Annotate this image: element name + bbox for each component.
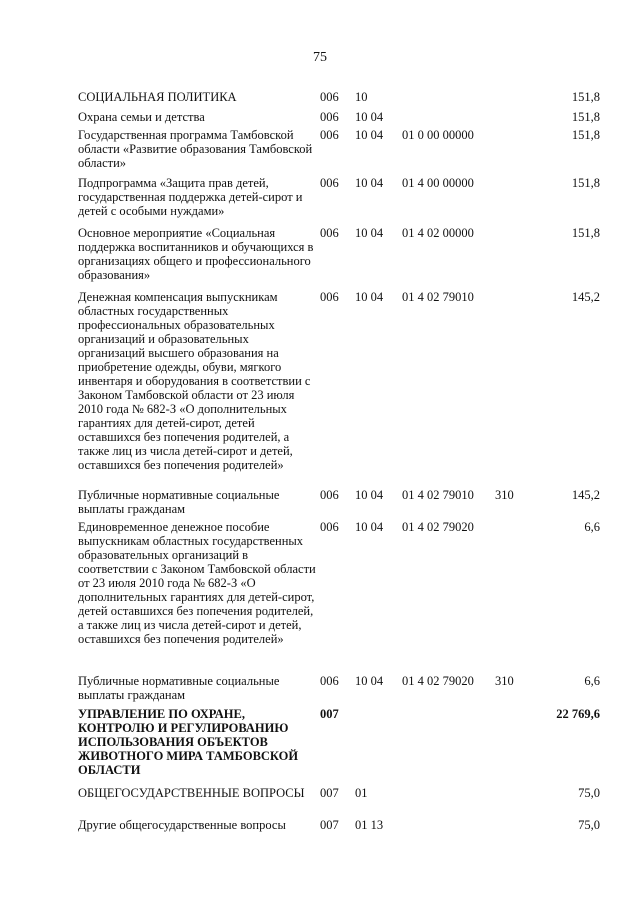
row-name: Публичные нормативные социальные выплаты гражданам	[78, 674, 280, 702]
row-section-code: 10 04	[355, 176, 384, 190]
row-section-code: 10 04	[355, 290, 384, 304]
row-section-code: 10 04	[355, 110, 384, 124]
row-sum: 75,0	[578, 818, 600, 832]
row-sum: 151,8	[571, 90, 600, 104]
row-section-code: 10 04	[355, 128, 384, 142]
row-sum: 22 769,6	[556, 707, 600, 721]
row-name: ОБЩЕГОСУДАРСТВЕННЫЕ ВОПРОСЫ	[78, 786, 305, 800]
row-sum: 145,2	[571, 290, 600, 304]
page-number: 75	[313, 50, 327, 65]
row-sum: 6,6	[584, 520, 600, 534]
row-section-code: 10 04	[355, 488, 384, 502]
row-expense-type: 310	[495, 488, 514, 502]
row-admin-code: 006	[320, 90, 339, 104]
row-admin-code: 007	[320, 818, 339, 832]
row-name: Денежная компенсация выпускникам областных государственных профессиональных образовательных организаций и образовательных организаций высшего образования на приобретение одежды, обуви, мягкого инвентаря и оборудования в соответствии с Законом Тамбовской области от 23 июля 2010 года № 682-З «О дополнительных гарантиях для детей-сирот, детей оставшихся без попечения родителей, а также лиц из числа детей-сирот и детей, оставшихся без попечения родителей»	[78, 290, 311, 472]
row-section-code: 10 04	[355, 520, 384, 534]
row-name: Государственная программа Тамбовской области «Развитие образования Тамбовской области»	[78, 128, 313, 170]
row-name: Охрана семьи и детства	[78, 110, 205, 124]
row-admin-code: 007	[320, 707, 339, 721]
row-target-code: 01 4 02 79010	[402, 488, 474, 502]
row-section-code: 10 04	[355, 674, 384, 688]
row-sum: 145,2	[571, 488, 600, 502]
row-target-code: 01 4 02 79020	[402, 520, 474, 534]
row-name: Единовременное денежное пособие выпускникам областных государственных образовательных организаций в соответствии с Законом Тамбовской области от 23 июля 2010 года № 682-З «О дополнительных гарантиях для детей-сирот, детей оставшихся без попечения родителей, а также лиц из числа детей-сирот и детей, оставшихся без попечения родителей»	[78, 520, 316, 646]
row-target-code: 01 0 00 00000	[402, 128, 474, 142]
row-sum: 151,8	[571, 176, 600, 190]
row-admin-code: 006	[320, 674, 339, 688]
row-target-code: 01 4 00 00000	[402, 176, 474, 190]
row-admin-code: 007	[320, 786, 339, 800]
row-name: Подпрограмма «Защита прав детей, государственная поддержка детей-сирот и детей с особыми нуждами»	[78, 176, 303, 218]
row-section-code: 01 13	[355, 818, 384, 832]
row-section-code: 10 04	[355, 226, 384, 240]
row-admin-code: 006	[320, 290, 339, 304]
row-name: Другие общегосударственные вопросы	[78, 818, 286, 832]
row-target-code: 01 4 02 79020	[402, 674, 474, 688]
row-sum: 151,8	[571, 110, 600, 124]
row-target-code: 01 4 02 00000	[402, 226, 474, 240]
row-name: Основное мероприятие «Социальная поддержка воспитанников и обучающихся в организациях общего и профессионального образования»	[78, 226, 314, 282]
row-admin-code: 006	[320, 488, 339, 502]
row-admin-code: 006	[320, 176, 339, 190]
row-section-code: 10	[355, 90, 368, 104]
row-admin-code: 006	[320, 226, 339, 240]
row-sum: 75,0	[578, 786, 600, 800]
row-admin-code: 006	[320, 110, 339, 124]
row-admin-code: 006	[320, 128, 339, 142]
row-target-code: 01 4 02 79010	[402, 290, 474, 304]
row-name: СОЦИАЛЬНАЯ ПОЛИТИКА	[78, 90, 237, 104]
row-name: Публичные нормативные социальные выплаты гражданам	[78, 488, 280, 516]
row-name: УПРАВЛЕНИЕ ПО ОХРАНЕ, КОНТРОЛЮ И РЕГУЛИРОВАНИЮ ИСПОЛЬЗОВАНИЯ ОБЪЕКТОВ ЖИВОТНОГО МИРА ТАМБОВСКОЙ ОБЛАСТИ	[78, 707, 299, 777]
row-admin-code: 006	[320, 520, 339, 534]
row-sum: 151,8	[571, 226, 600, 240]
row-section-code: 01	[355, 786, 368, 800]
row-sum: 6,6	[584, 674, 600, 688]
row-sum: 151,8	[571, 128, 600, 142]
row-expense-type: 310	[495, 674, 514, 688]
